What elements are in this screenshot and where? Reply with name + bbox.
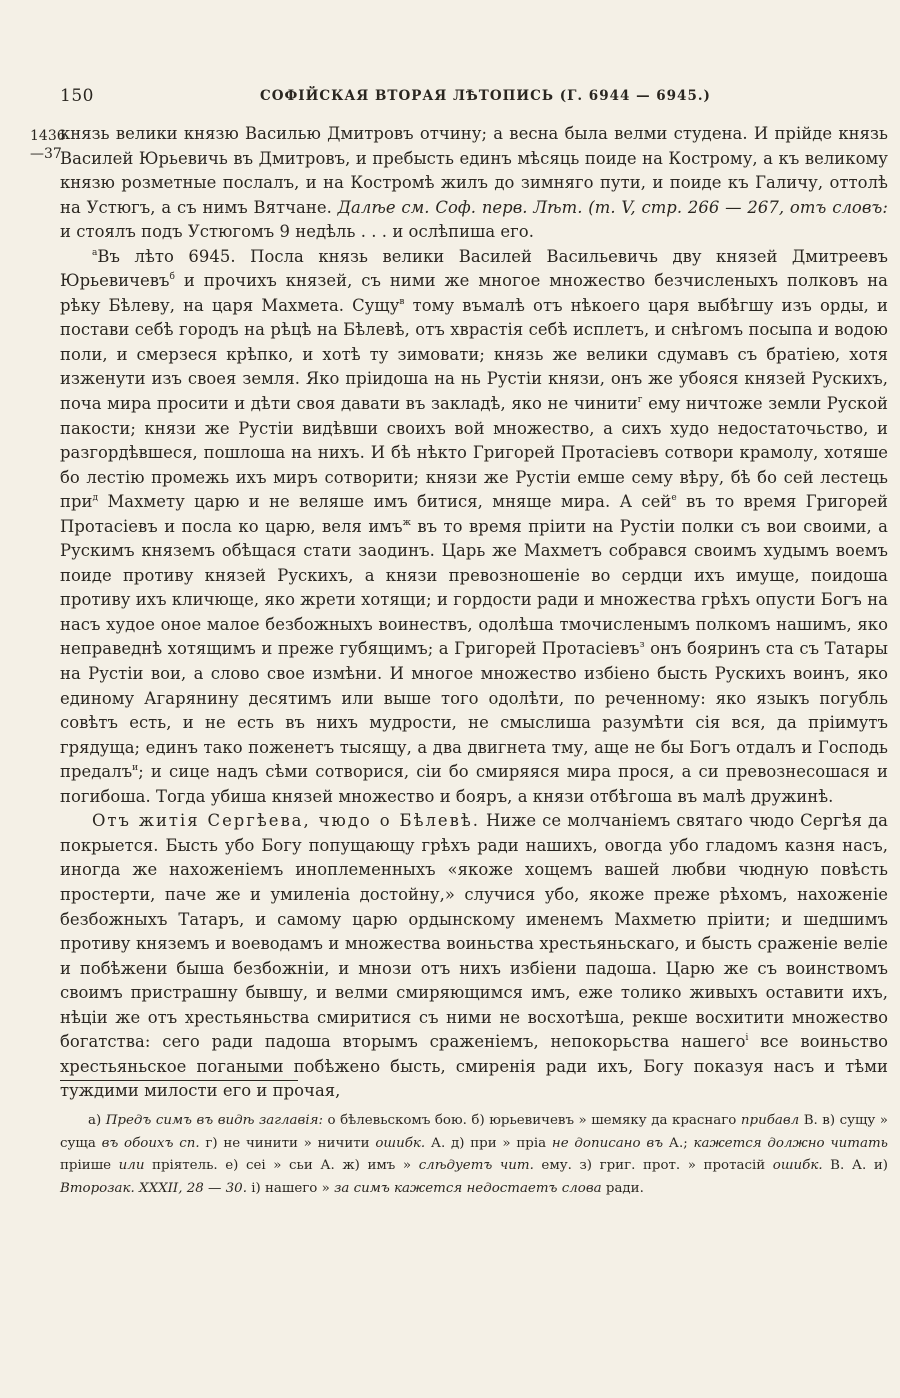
footnote-text: пріятель. е) сеі » сьи А. ж) имъ » <box>144 1158 419 1173</box>
footnote-text: пріише <box>60 1158 119 1173</box>
page-header <box>60 86 840 110</box>
footnote-italic: въ обоихъ сп. <box>101 1135 200 1151</box>
footnote-text: В. в) сущу » суща <box>60 1113 888 1151</box>
paragraph-2-text: ; и сице надъ сѣми сотворися, сіи бо смиряяся мира прося, а си превознесошася и погибоша. Тогда убиша князей множество и бояръ, а князи отбѣгоша въ малѣ дружинѣ. <box>60 762 888 806</box>
footnote-italic: кажется должно читать <box>693 1135 888 1151</box>
paragraph-3-text: Ниже се молчаніемъ святаго чюдо Сергѣя да покрыется. Бысть убо Богу попущающу грѣхъ ради нашихъ, овогда убо гладомъ казня насъ, иногда же нахоженіемъ иноплеменныхъ «якоже хощемъ вашей любви чюдную повѣсть простерти, паче же и умиленіа достойну,» случися убо, якоже преже рѣхомъ, нахоженіе безбожныхъ Татаръ, и самому царю ордынскому именемъ Махметю пріити; и шедшимъ противу княземъ и воеводамъ и множества воиньства хрестьяньскаго, и бысть сраженіе веліе и побѣжени быша безбожніи, и мнози отъ нихъ избіени падоша. Царю же съ воинствомъ своимъ пристрашну бывшу, и велми смиряющимся имъ, еже толико живыхъ оставити ихъ, нѣціи же отъ хрестьяньства смиритися съ ними не восхотѣша, рекше восхитити множество богатства: сего ради падоша вторымъ сраженіемъ, непокорьства нашего <box>60 811 888 1052</box>
footnote-marker: д <box>92 493 99 504</box>
paragraph-2-text: онъ бояринъ ста съ Татары на Рустіи вои, а слово свое измѣни. И многое множество избіено бысть Рускихъ воинъ, яко единому Агарянину десятимъ или выше того одолѣти, по реченному: яко языкъ погубль совѣтъ есть, и не есть въ нихъ мудрости, не смыслиша разумѣти сія вся, да пріимутъ грядуща; единъ тако поженетъ тысящу, а два двигнета тму, аще не бы Богъ отдалъ и Господь предалъ <box>60 639 888 782</box>
footnote-italic: Предъ симъ въ видѣ заглавія: <box>105 1113 323 1128</box>
footnote-marker: ж <box>402 517 411 528</box>
body-text <box>60 122 888 1104</box>
section-title: Отъ житія Сергѣева, чюдо о Бѣлевѣ. <box>92 811 480 831</box>
footnote-text: ему. з) григ. прот. » протасій <box>533 1158 773 1173</box>
footnote-marker: и <box>132 763 139 774</box>
paragraph-2-text: въ то время пріити на Рустіи полки съ вои своими, а Рускимъ княземъ обѣщася стати заодинъ. Царь же Махметъ собрався своимъ худымъ воемъ поиде противу князей Рускихъ, а князи превозношеніе во сердци ихъ имуще, поидоша противу ихъ кличюще, яко жрети хотящи; и гордости ради и множества грѣхъ опусти Богъ на насъ худое оное малое безбожныхъ воинествъ, одолѣша тмочисленымъ полкомъ нашимъ, яко неправеднѣ хотящимъ и преже губящимъ; а Григорей Протасіевъ <box>60 516 888 659</box>
paragraph-1 <box>60 122 888 245</box>
footnote-marker: е <box>671 493 677 504</box>
paragraph-2-text: Въ лѣто 6945. Посла князь велики Василей Васильевичь дву князей Дмитреевъ Юрьевичевъ <box>60 246 888 291</box>
footnote-marker: г <box>637 395 643 406</box>
footnote-text: А.; <box>663 1135 694 1151</box>
footnote-marker: в <box>399 296 405 307</box>
paragraph-3 <box>60 809 888 1104</box>
footnote-italic: за симъ кажется недостаетъ слова <box>334 1180 602 1196</box>
footnote-italic: не дописано въ <box>551 1135 664 1151</box>
footnote-text: ради. <box>601 1180 644 1196</box>
paragraph-2-text: ему ничтоже земли Руской пакости; князи же Рустіи видѣвши своихъ вой множество, а сихъ худо недостаточьство, и разгордѣвшеся, пошлоша на нихъ. И бѣ нѣкто Григорей Протасіевъ сотвори крамолу, хотяше бо лестію промежь ихъ миръ сотворити; князи же Рустіи емше сему вѣру, бѣ бо сей лестець при <box>60 394 888 512</box>
footnote-italic: Второзак. XXXII, 28 — 30. <box>60 1180 247 1196</box>
footnote-text: і) нашего » <box>246 1180 335 1196</box>
footnote-marker: і <box>745 1033 749 1044</box>
paragraph-2 <box>60 245 888 810</box>
footnote-italic: прибавл <box>740 1113 800 1128</box>
margin-year: 1436 <box>30 128 66 144</box>
footnote-text: г) не чинити » ничити <box>199 1135 376 1151</box>
paragraph-1-text: князь велики князю Василью Дмитровъ отчину; а весна была велми студена. И прійде князь Василей Юрьевичь въ Дмитровъ, и пребысть единъ мѣсяць поиде на Кострому, а къ великому князю розметные послалъ, и на Костромѣ жилъ до зимняго пути, и поиде къ Галичу, оттолѣ на Устюгъ, а съ нимъ Вятчане. <box>60 124 888 217</box>
margin-year-range: —37 <box>30 146 62 162</box>
footnote-italic: или <box>118 1158 145 1173</box>
footnote-italic: ошибк. <box>772 1158 823 1173</box>
paragraph-2-text: тому въмалѣ отъ нѣкоего царя выбѣгшу изъ орды, и постави себѣ городъ на рѣцѣ на Бѣлевѣ, отъ хврастія себѣ исплетъ, и снѣгомъ посыпа и водою поли, и смерзеся крѣпко, и хотѣ ту зимовати; князь же велики сдумавъ съ братіею, хотя изженути изъ своея земля. Яко пріидоша на нь Рустіи князи, онъ же убояся князей Рускихъ, поча мира просити и дѣти своя давати въ закладѣ, яко не чинити <box>60 295 888 414</box>
footnote-divider <box>60 1080 298 1081</box>
editorial-reference: Далѣе см. Соф. перв. Лѣт. (т. V, стр. 266 — 267, отъ словъ: <box>337 197 888 217</box>
footnote-text: о бѣлевьскомъ бою. б) юрьевичевъ » шемяку да краснаго <box>323 1113 741 1128</box>
footnote-text: В. А. и) <box>822 1158 888 1173</box>
footnote-text: А. д) при » пріа <box>425 1135 552 1151</box>
running-title: СОФІЙСКАЯ ВТОРАЯ ЛѢТОПИСЬ (Г. 6944 — 6945.) <box>260 88 711 104</box>
footnote-marker: б <box>169 272 175 283</box>
footnote-marker: з <box>639 640 645 651</box>
page-number: 150 <box>60 86 94 106</box>
paragraph-3-text: все воиньство хрестьяньское погаными побѣжено бысть, смиренія ради ихъ, Богу показуя насъ и тѣми туждими милости его и прочая, <box>60 1032 888 1101</box>
footnote-italic: слѣдуетъ чит. <box>418 1158 534 1173</box>
footnote-italic: ошибк. <box>375 1135 426 1151</box>
paragraph-1-text-end: и стоялъ подъ Устюгомъ 9 недѣль . . . и ослѣпиша его. <box>60 222 534 242</box>
paragraph-2-text: и прочихъ князей, съ ними же многое множество безчисленыхъ полковъ на рѣку Бѣлеву, на царя Махмета. Сущу <box>60 271 888 315</box>
footnote-marker: а <box>92 247 98 258</box>
paragraph-2-text: Махмету царю и не веляше имъ битися, мняще мира. А сей <box>98 492 672 512</box>
paragraph-2-text: въ то время Григорей Протасіевъ и посла ко царю, веля имъ <box>60 492 888 536</box>
footnote-text: а) <box>88 1113 106 1128</box>
footnotes <box>60 1110 888 1200</box>
footnote-block <box>60 1110 888 1200</box>
